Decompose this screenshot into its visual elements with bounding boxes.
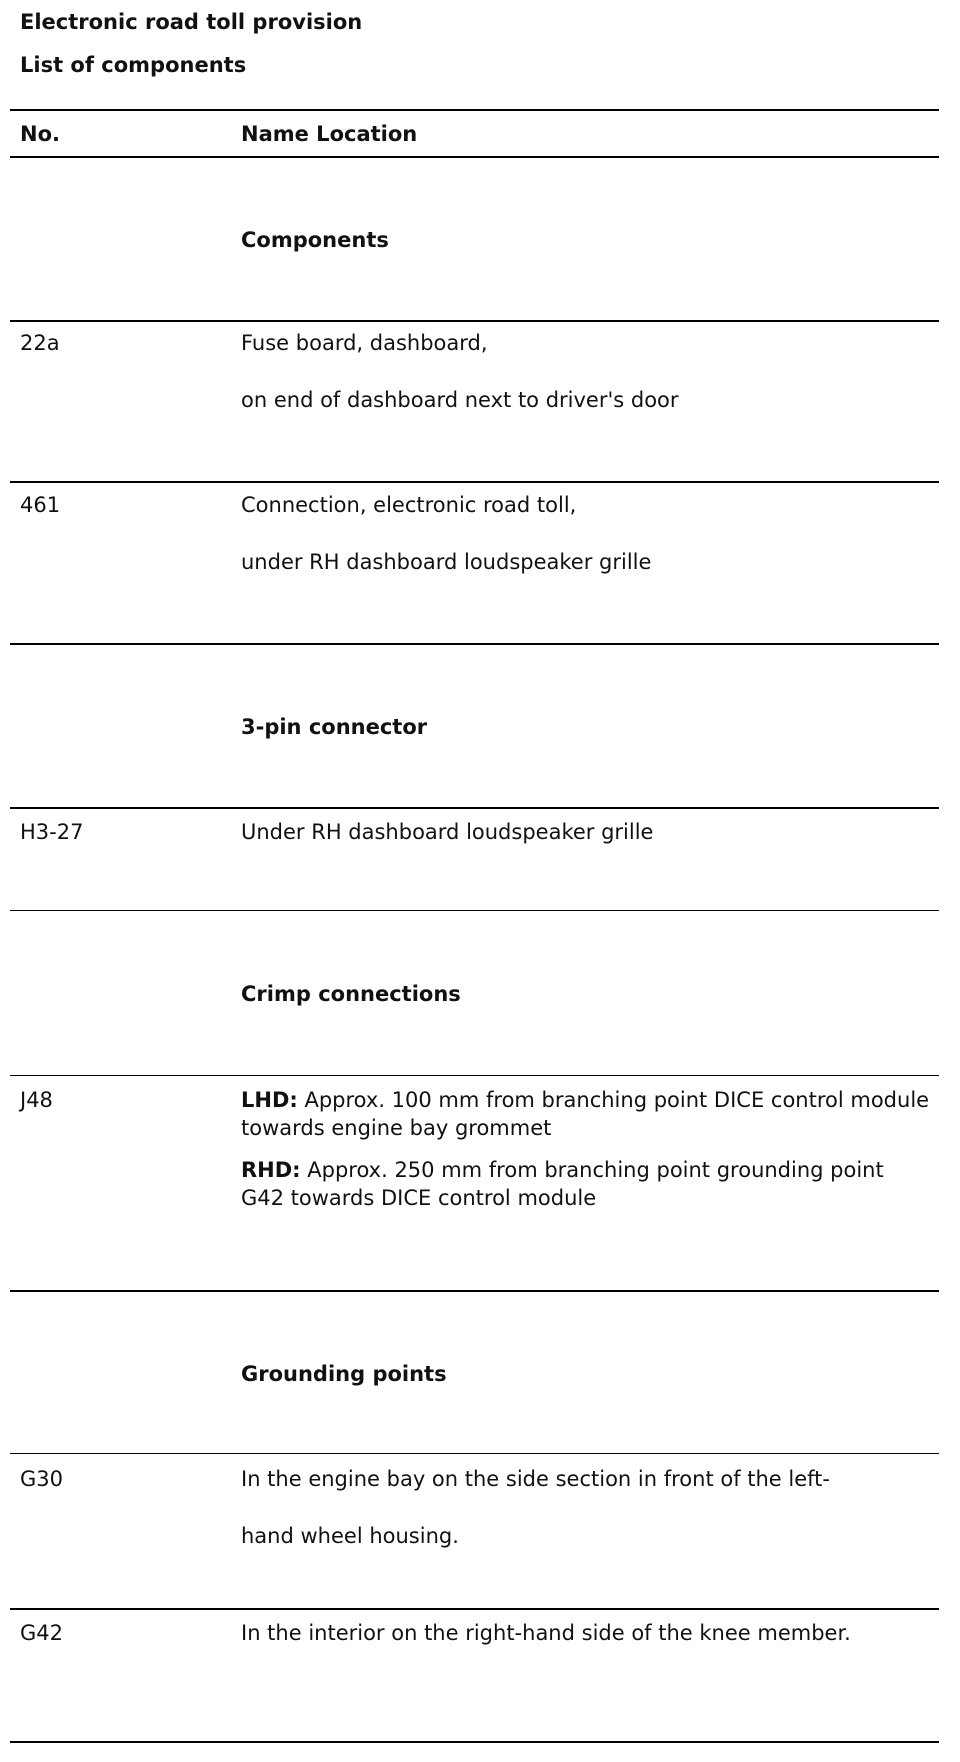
table-row-no: 461 [20,493,61,517]
table-row-no: H3-27 [20,820,84,844]
table-row-location: under RH dashboard loudspeaker grille [241,550,652,574]
table-row-rule [10,1453,939,1454]
table-row-location: In the engine bay on the side section in front of the left- [241,1467,830,1491]
table-bottom-rule [10,1741,939,1743]
section-rule [10,1290,939,1292]
table-row-name: Fuse board, dashboard, [241,331,488,355]
section-heading-components: Components [241,228,389,252]
table-row-location-cont: hand wheel housing. [241,1524,459,1548]
table-top-rule [10,109,939,111]
table-row-no: G42 [20,1621,63,1645]
page-title: Electronic road toll provision [20,10,363,34]
table-row-name: Connection, electronic road toll, [241,493,577,517]
table-row-location [241,1086,931,1212]
rhd-text: Approx. 250 mm from branching point grounding point G42 towards DICE control module [241,1158,884,1210]
table-row-no: G30 [20,1467,63,1491]
section-heading-crimp-connections: Crimp connections [241,982,461,1006]
rhd-paragraph [241,1156,931,1212]
table-row-rule [10,807,939,809]
table-row-location: Under RH dashboard loudspeaker grille [241,820,654,844]
page-subtitle: List of components [20,53,247,77]
lhd-paragraph [241,1086,931,1142]
rhd-label: RHD: [241,1158,301,1182]
table-row-location: on end of dashboard next to driver's door [241,388,679,412]
table-row-location: In the interior on the right-hand side of the knee member. [241,1621,851,1645]
header-no: No. [20,122,60,146]
table-row-rule [10,1608,939,1610]
table-row-no: J48 [20,1088,53,1112]
header-name-location: Name Location [241,122,418,146]
table-row-rule [10,1075,939,1076]
section-rule [10,643,939,645]
section-heading-grounding-points: Grounding points [241,1362,447,1386]
table-row-no: 22a [20,331,60,355]
table-row-rule [10,320,939,322]
lhd-text: Approx. 100 mm from branching point DICE control module towards engine bay grommet [241,1088,930,1140]
section-heading-3-pin-connector: 3-pin connector [241,715,428,739]
table-row-rule [10,481,939,483]
header-bottom-rule [10,156,939,158]
lhd-label: LHD: [241,1088,298,1112]
section-rule [10,910,939,911]
